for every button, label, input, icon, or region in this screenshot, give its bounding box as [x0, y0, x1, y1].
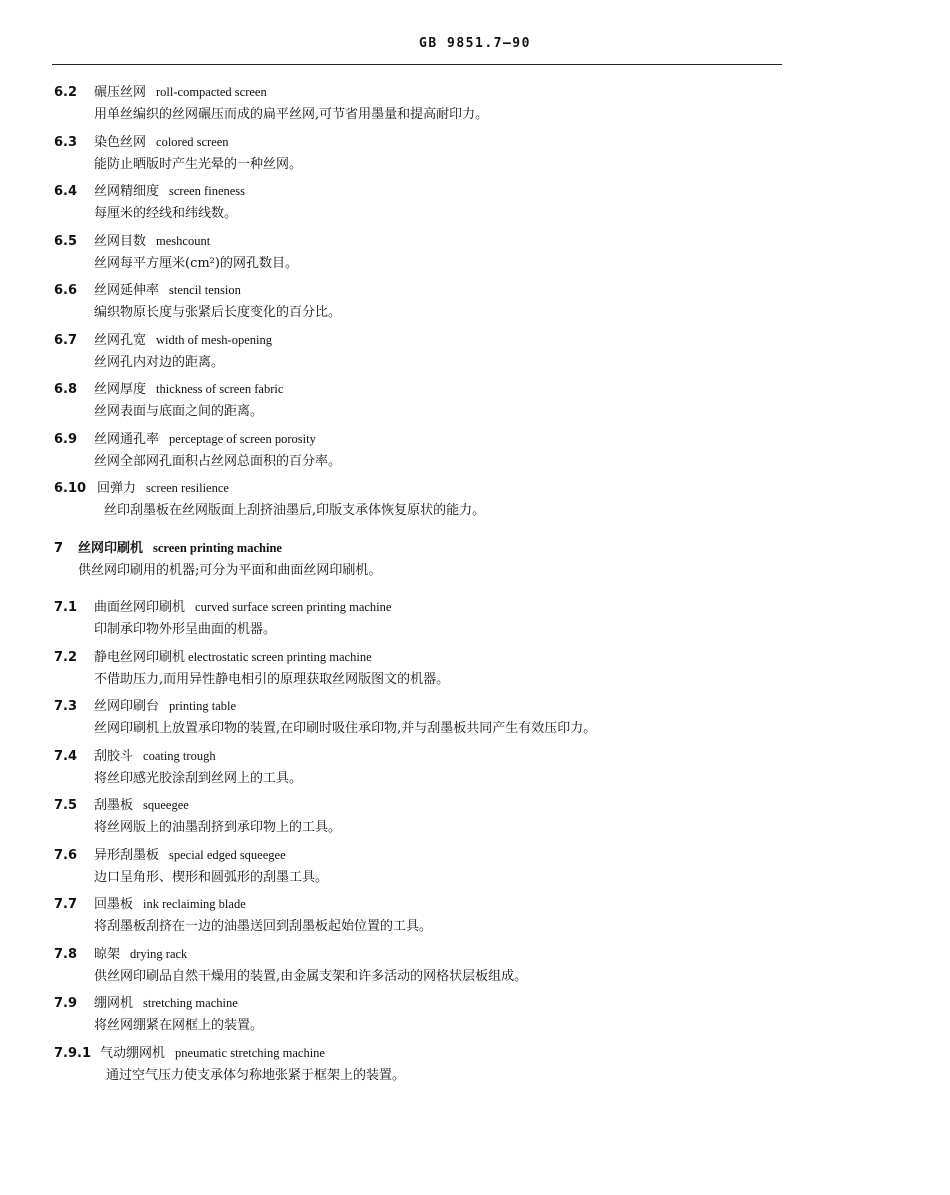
term-definition: 供丝网印刷用的机器;可分为平面和曲面丝网印刷机。	[78, 562, 382, 578]
term-chinese: 晾架	[94, 946, 121, 962]
term-definition: 将刮墨板刮挤在一边的油墨送回到刮墨板起始位置的工具。	[94, 919, 433, 934]
term-english: electrostatic screen printing machine	[188, 649, 372, 664]
term-english: screen resilience	[146, 481, 229, 495]
term-english: screen fineness	[169, 184, 246, 198]
term-number: 7.7	[54, 897, 78, 912]
term-entry-6-2	[0, 80, 950, 130]
term-definition: 丝网每平方厘米(cm²)的网孔数目。	[94, 255, 298, 271]
term-chinese: 刮墨板	[94, 798, 134, 813]
term-english: thickness of screen fabric	[156, 382, 284, 396]
term-english: stencil tension	[169, 283, 241, 297]
term-chinese: 曲面丝网印刷机	[94, 600, 186, 615]
term-number: 7.1	[54, 600, 78, 615]
term-number: 6.4	[54, 184, 78, 199]
term-english: colored screen	[156, 134, 229, 149]
term-number: 7.8	[54, 946, 78, 962]
term-entry-7	[0, 536, 950, 586]
term-english: pneumatic stretching machine	[175, 1045, 325, 1060]
term-entry-7-9-1	[0, 1041, 950, 1091]
term-chinese: 异形刮墨板	[94, 847, 160, 863]
term-chinese: 丝网厚度	[94, 382, 147, 397]
term-number: 6.5	[54, 233, 78, 249]
term-definition: 用单丝编织的丝网碾压而成的扁平丝网,可节省用墨量和提高耐印力。	[94, 107, 489, 122]
term-english: stretching machine	[143, 996, 238, 1010]
term-english: squeegee	[143, 798, 189, 812]
term-entry-7-3	[0, 694, 950, 744]
term-english: curved surface screen printing machine	[195, 600, 392, 614]
term-english: meshcount	[156, 233, 211, 248]
term-number: 7.6	[54, 847, 78, 863]
term-number: 7	[54, 540, 64, 556]
term-definition: 不借助压力,而用异性静电相引的原理获取丝网版图文的机器。	[94, 671, 450, 687]
term-english: screen printing machine	[153, 540, 282, 555]
term-entry-7-9	[0, 991, 950, 1041]
document-header: GB 9851.7—90	[419, 36, 531, 51]
term-number: 7.4	[54, 748, 78, 764]
term-number: 6.9	[54, 431, 78, 447]
term-chinese: 染色丝网	[94, 134, 147, 150]
term-definition: 每厘米的经线和纬线数。	[94, 206, 238, 221]
term-chinese: 丝网通孔率	[94, 431, 160, 447]
term-chinese: 碾压丝网	[94, 85, 147, 100]
term-english: drying rack	[130, 946, 188, 961]
term-chinese: 丝网精细度	[94, 184, 160, 199]
term-number: 7.5	[54, 798, 78, 813]
term-english: ink reclaiming blade	[143, 897, 246, 911]
term-chinese: 回弹力	[97, 481, 137, 496]
term-english: width of mesh-opening	[156, 332, 272, 347]
term-number: 6.10	[54, 481, 87, 496]
term-entry-6-3	[0, 130, 950, 180]
term-chinese: 丝网印刷机	[78, 540, 144, 556]
term-english: perceptage of screen porosity	[169, 431, 316, 446]
term-entry-7-7	[0, 892, 950, 942]
term-entry-6-7	[0, 328, 950, 378]
term-entry-7-8	[0, 942, 950, 992]
term-number: 6.8	[54, 382, 78, 397]
term-definition: 将丝印感光胶涂刮到丝网上的工具。	[94, 770, 303, 786]
term-entry-7-4	[0, 744, 950, 794]
header-rule	[52, 64, 782, 65]
term-chinese: 丝网印刷台	[94, 699, 160, 714]
term-definition: 丝印刮墨板在丝网版面上刮挤油墨后,印版支承体恢复原状的能力。	[104, 503, 486, 518]
term-definition: 丝网全部网孔面积占丝网总面积的百分率。	[94, 453, 342, 469]
term-definition: 将丝网绷紧在网框上的装置。	[94, 1018, 264, 1033]
term-definition: 能防止晒版时产生光晕的一种丝网。	[94, 156, 303, 172]
term-entry-7-5	[0, 793, 950, 843]
term-number: 6.3	[54, 134, 78, 150]
term-definition: 供丝网印刷品自然干燥用的装置,由金属支架和许多活动的网格状层板组成。	[94, 968, 528, 984]
term-chinese: 丝网孔宽	[94, 332, 147, 348]
term-chinese: 丝网延伸率	[94, 283, 160, 298]
term-entry-6-6	[0, 278, 950, 328]
term-entry-7-6	[0, 843, 950, 893]
term-definition: 将丝网版上的油墨刮挤到承印物上的工具。	[94, 820, 342, 835]
term-english: coating trough	[143, 748, 216, 763]
term-english: roll-compacted screen	[156, 85, 267, 99]
term-definition: 通过空气压力使支承体匀称地张紧于框架上的装置。	[106, 1067, 406, 1083]
term-definition: 编织物原长度与张紧后长度变化的百分比。	[94, 305, 342, 320]
document-body	[0, 80, 950, 1090]
term-number: 6.7	[54, 332, 78, 348]
term-definition: 丝网孔内对边的距离。	[94, 354, 225, 370]
term-entry-7-2	[0, 645, 950, 695]
term-chinese: 绷网机	[94, 996, 134, 1011]
term-english: printing table	[169, 699, 237, 713]
term-number: 6.2	[54, 85, 78, 100]
term-entry-6-5	[0, 229, 950, 279]
term-number: 7.3	[54, 699, 78, 714]
term-chinese: 回墨板	[94, 897, 134, 912]
term-number: 7.9	[54, 996, 78, 1011]
term-number: 6.6	[54, 283, 78, 298]
term-definition: 印制承印物外形呈曲面的机器。	[94, 622, 277, 637]
term-english: special edged squeegee	[169, 847, 286, 862]
term-entry-6-9	[0, 427, 950, 477]
term-entry-6-4	[0, 179, 950, 229]
term-entry-6-8	[0, 377, 950, 427]
term-chinese: 静电丝网印刷机	[94, 649, 186, 665]
term-definition: 丝网印刷机上放置承印物的装置,在印刷时吸住承印物,并与刮墨板共同产生有效压印力。	[94, 721, 597, 736]
term-number: 7.9.1	[54, 1045, 92, 1061]
term-entry-7-1	[0, 595, 950, 645]
term-definition: 丝网表面与底面之间的距离。	[94, 404, 264, 419]
term-chinese: 刮胶斗	[94, 748, 134, 764]
term-chinese: 气动绷网机	[100, 1045, 166, 1061]
term-entry-6-10	[0, 476, 950, 526]
term-definition: 边口呈角形、楔形和圆弧形的刮墨工具。	[94, 869, 329, 885]
term-chinese: 丝网目数	[94, 233, 147, 249]
term-number: 7.2	[54, 649, 78, 665]
